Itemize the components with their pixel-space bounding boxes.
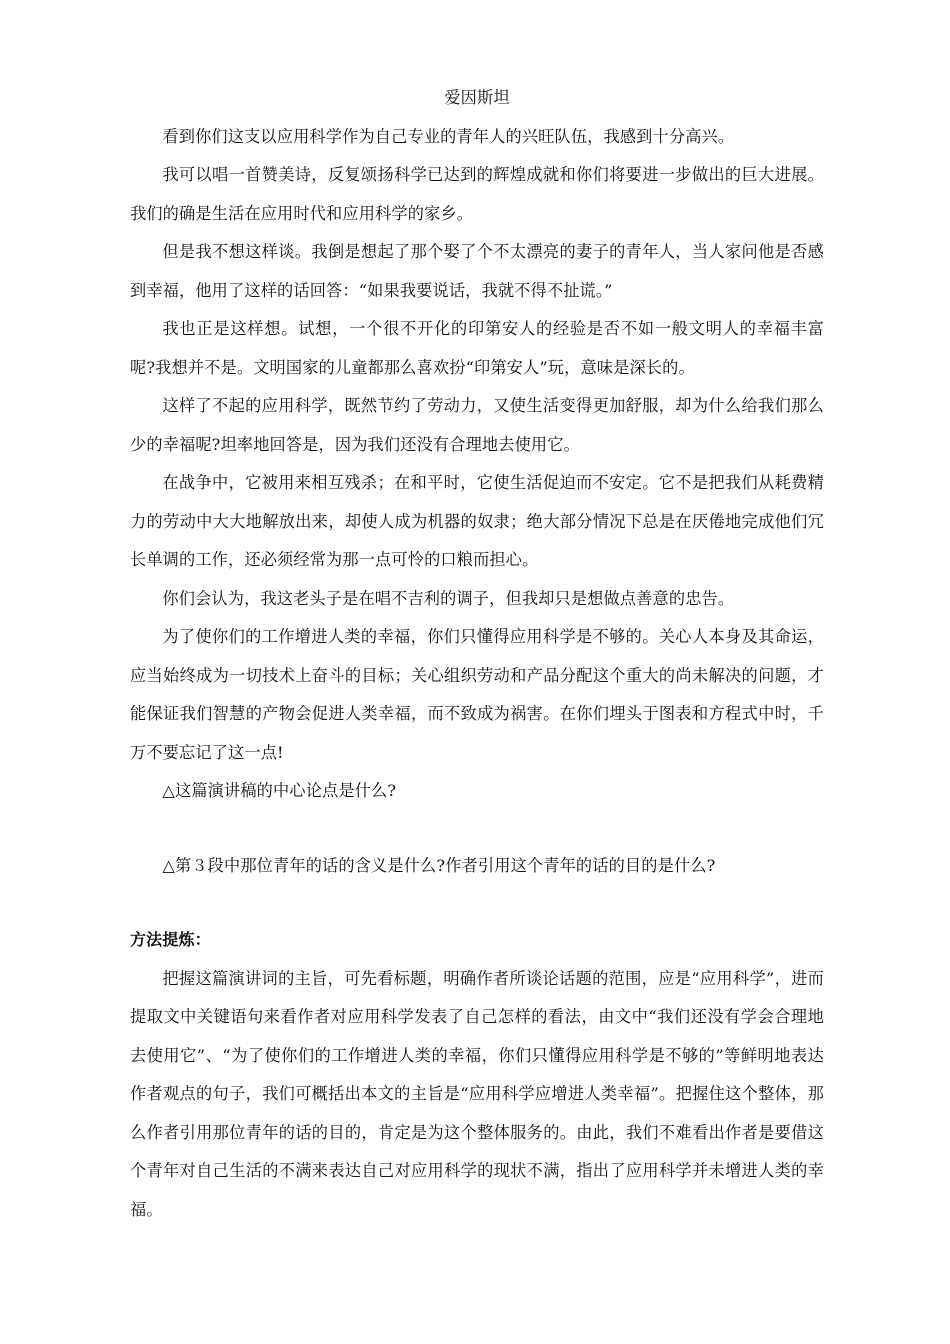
paragraph-1: 看到你们这支以应用科学作为自己专业的青年人的兴旺队伍，我感到十分高兴。 (162, 126, 735, 146)
question-2: △第３段中那位青年的话的含义是什么?作者引用这个青年的话的目的是什么? (162, 855, 716, 875)
paragraph-3: 但是我不想这样谈。我倒是想起了那个娶了个不太漂亮的妻子的青年人，当人家问他是否感到幸福，他用了这样的话回答：“如果我要说话，我就不得不扯谎。” (130, 242, 824, 300)
paragraph-2: 我可以唱一首赞美诗，反复颂扬科学已达到的辉煌成就和你们将要进一步做出的巨大进展。我们的确是生活在应用时代和应用科学的家乡。 (130, 165, 824, 223)
method-paragraph: 把握这篇演讲词的主旨，可先看标题，明确作者所谈论话题的范围，应是“应用科学”，进而提取文中关键语句来看作者对应用科学发表了自己怎样的看法，由文中“我们还没有学会合理地去使用它”、“为了使你们的工作增进人类的幸福，你们只懂得应用科学是不够的”等鲜明地表达作者观点的句子，我们可概括出本文的主旨是“应用科学应增进人类幸福”。把握住这个整体，那么作者引用那位青年的话的目的，肯定是为这个整体服务的。由此，我们不难看出作者是要借这个青年对自己生活的不满来表达自己对应用科学的现状不满，指出了应用科学并未增进人类的幸福。 (130, 968, 824, 1219)
paragraph-7: 你们会认为，我这老头子是在唱不吉利的调子，但我却只是想做点善意的忠告。 (162, 588, 735, 608)
paragraph-8: 为了使你们的工作增进人类的幸福，你们只懂得应用科学是不够的。关心人本身及其命运，应当始终成为一切技术上奋斗的目标；关心组织劳动和产品分配这个重大的尚未解决的问题，才能保证我们智慧的产物会促进人类幸福，而不致成为祸害。在你们埋头于图表和方程式中时，千万不要忘记了这一点! (130, 627, 824, 762)
paragraph-4: 我也正是这样想。试想，一个很不开化的印第安人的经验是否不如一般文明人的幸福丰富呢?我想并不是。文明国家的儿童都那么喜欢扮“印第安人”玩，意味是深长的。 (130, 319, 824, 377)
paragraph-5: 这样了不起的应用科学，既然节约了劳动力，又使生活变得更加舒服，却为什么给我们那么少的幸福呢?坦率地回答是，因为我们还没有合理地去使用它。 (130, 396, 824, 454)
question-1: △这篇演讲稿的中心论点是什么? (162, 781, 397, 800)
document-title: 爱因斯坦 (444, 88, 510, 107)
method-heading: 方法提炼： (130, 930, 211, 949)
document-body (130, 79, 824, 1229)
paragraph-6: 在战争中，它被用来相互残杀；在和平时，它使生活促迫而不安定。它不是把我们从耗费精力的劳动中大大地解放出来，却使人成为机器的奴隶；绝大部分情况下总是在厌倦地完成他们冗长单调的工作，还必须经常为那一点可怜的口粮而担心。 (130, 473, 824, 569)
